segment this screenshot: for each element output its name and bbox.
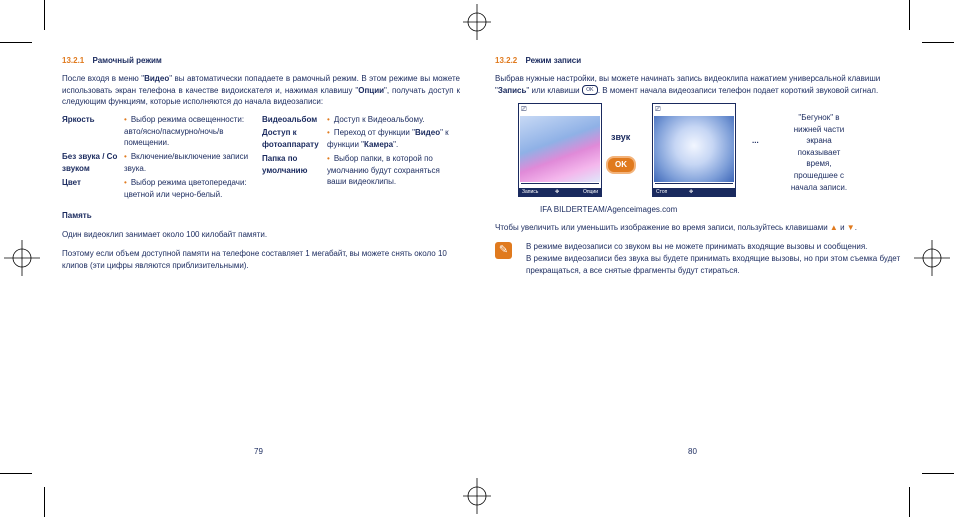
viewfinder-image xyxy=(520,116,600,182)
feature-term: Цвет xyxy=(62,178,81,187)
feature-desc: Включение/выключение записи звука. xyxy=(124,152,249,173)
feature-desc-part: Переход от функции " xyxy=(333,128,415,137)
feature-desc: Доступ к Видеоальбому. xyxy=(333,115,425,124)
registration-mark-right xyxy=(912,238,952,278)
intro-text-1: Выбрав нужные настройки, вы можете начинать запись видеоклипа нажатием универсальной клавиши " xyxy=(495,74,881,95)
image-credit: IFA BILDERTEAM/Agenceimages.com xyxy=(540,205,678,214)
zoom-text: Чтобы увеличить или уменьшить изображение во время записи, пользуйтесь клавишами xyxy=(495,223,828,232)
ellipsis: ... xyxy=(752,136,759,145)
registration-mark-top xyxy=(457,2,497,42)
feature-term: Доступ к фотоаппарату xyxy=(262,128,319,149)
feature-desc-part: " к функции " xyxy=(327,128,449,149)
arrow-up-icon: ▲ xyxy=(829,223,838,232)
softkey-bar xyxy=(519,188,601,196)
zoom-end: . xyxy=(854,223,857,232)
feature-desc-part: ". xyxy=(393,139,399,149)
softkey-left[interactable]: Запись xyxy=(522,189,539,195)
registration-mark-left xyxy=(2,238,42,278)
left-intro-paragraph xyxy=(62,73,460,108)
nav-icon: ✥ xyxy=(555,189,560,195)
registration-mark-bottom xyxy=(457,476,497,516)
right-section-heading xyxy=(495,55,895,67)
intro-text-3: ", получать доступ к следующим функциям, которые исполняются до начала видеозаписи: xyxy=(62,85,460,107)
intro-options-term: Опции xyxy=(358,85,385,95)
note-paragraph-2: В режиме видеозаписи без звука вы будете принимать входящие вызовы, но при этом съемка будет прекращаться, а все снятые фрагменты будут стираться. xyxy=(526,254,901,275)
intro-video-term: Видео xyxy=(144,74,170,83)
camera-icon: ⎚ xyxy=(521,106,527,113)
right-intro-paragraph xyxy=(495,73,895,96)
softkey-stop[interactable]: Стоп xyxy=(656,189,668,195)
zoom-and: и xyxy=(840,223,845,232)
feature-desc: Выбор режима цветопередачи: цветной или черно-белый. xyxy=(124,178,247,199)
nav-icon: ✥ xyxy=(689,189,694,195)
softkey-bar xyxy=(653,188,735,196)
note-icon: ✎ xyxy=(495,242,512,259)
phone-preview-framing xyxy=(518,103,602,197)
intro-text-2: " или клавиши xyxy=(526,85,580,95)
feature-desc: Выбор папки, в которой по умолчанию будут сохраняться ваши видеоклипы. xyxy=(327,154,440,187)
left-page-number: 79 xyxy=(254,447,263,456)
feature-desc-bold: Видео xyxy=(414,128,441,137)
runner-note: "Бегунок" в нижней части экрана показывает время, прошедшее с начала записи. xyxy=(790,113,848,192)
left-section-heading xyxy=(62,55,462,67)
right-section-title: Режим записи xyxy=(525,56,582,65)
camera-icon: ⎚ xyxy=(655,106,661,113)
sound-label: звук xyxy=(611,132,631,142)
right-section-number: 13.2.2 xyxy=(495,56,518,65)
memory-title: Память xyxy=(62,211,92,220)
left-section-number: 13.2.1 xyxy=(62,56,85,65)
feature-term: Видеоальбом xyxy=(262,115,318,124)
memory-paragraph-2: Поэтому если объем доступной памяти на телефоне составляет 1 мегабайт, вы можете снять около 10 клипов (эти цифры являются приблизительными). xyxy=(62,249,447,270)
feature-term: Яркость xyxy=(62,115,95,124)
softkey-right[interactable]: Опции xyxy=(582,189,598,195)
ok-button[interactable]: OK xyxy=(606,156,636,174)
left-section-title: Рамочный режим xyxy=(92,56,162,65)
note-paragraph-1: В режиме видеозаписи со звуком вы не можете принимать входящие вызовы и сообщения. xyxy=(526,242,868,251)
intro-record-term: Запись xyxy=(497,85,527,95)
arrow-down-icon: ▼ xyxy=(846,223,855,232)
intro-text-1: После входя в меню " xyxy=(62,74,145,83)
feature-term: Папка по умолчанию xyxy=(262,154,308,175)
zoom-instruction xyxy=(495,222,915,234)
phone-recording xyxy=(652,103,736,197)
feature-desc: Выбор режима освещенности: авто/ясно/пасмурно/ночь/в помещении. xyxy=(124,115,245,148)
feature-term: Без звука / Со звуком xyxy=(62,152,118,173)
memory-paragraph-1: Один видеоклип занимает около 100 килобайт памяти. xyxy=(62,230,268,239)
ok-key-icon: OK xyxy=(582,85,598,95)
intro-text-3: . В момент начала видеозаписи телефон подает короткий звуковой сигнал. xyxy=(597,85,879,95)
right-page-number: 80 xyxy=(688,447,697,456)
feature-desc-bold: Камера xyxy=(364,139,394,149)
recording-image xyxy=(654,116,734,182)
intro-text-2: " вы автоматически попадаете в рамочный режим. В этом режиме вы можете использовать экран телефона в качестве видоискателя и, нажимая клавишу " xyxy=(62,74,460,95)
